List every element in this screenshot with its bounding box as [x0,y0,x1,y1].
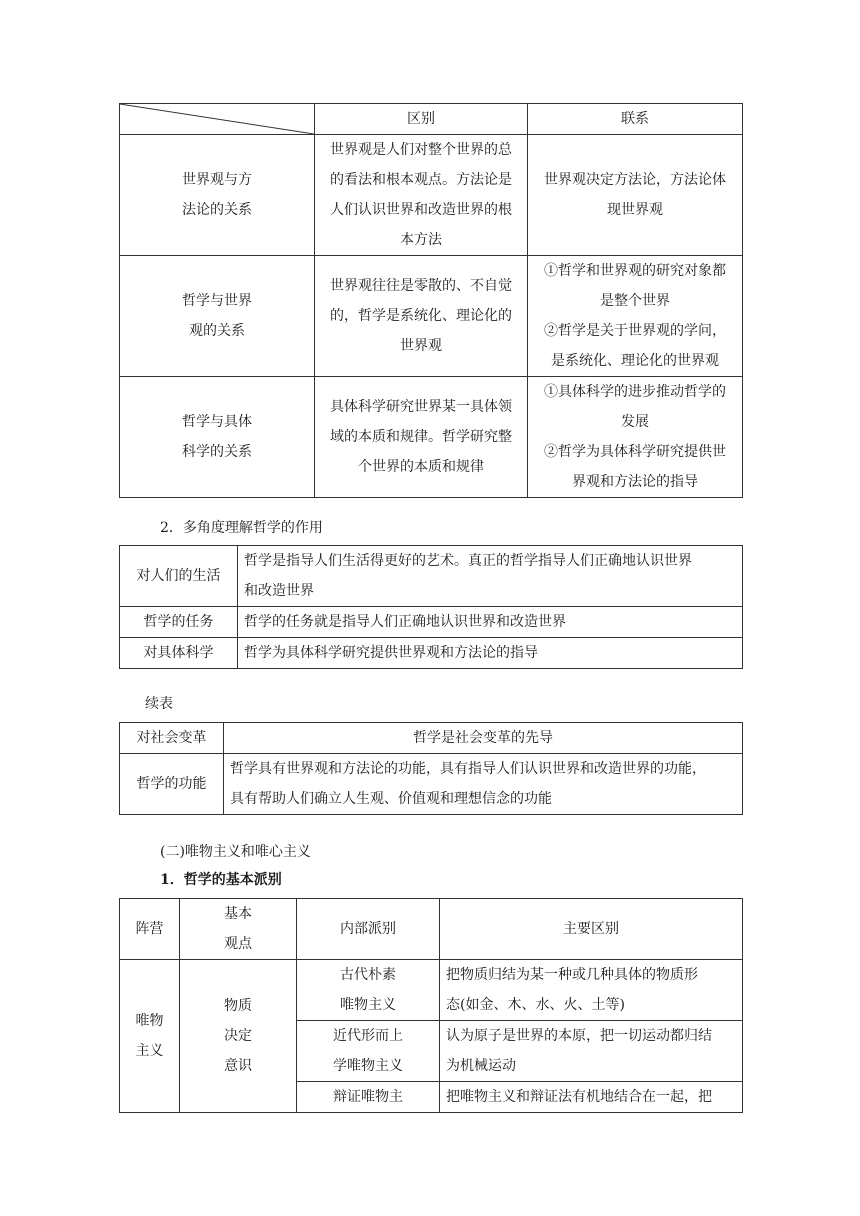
internal-school-cell: 古代朴素 唯物主义 [297,960,440,1021]
row-label: 对人们的生活 [120,546,238,607]
column-header-camp: 阵营 [120,899,180,960]
row-text: 哲学是指导人们生活得更好的艺术。真正的哲学指导人们正确地认识世界 和改造世界 [238,546,743,607]
row-label: 哲学与世界 观的关系 [120,256,315,377]
row-text: 哲学具有世界观和方法论的功能，具有指导人们认识世界和改造世界的功能， 具有帮助人们确立人生观、价值观和理想信念的功能 [224,754,743,815]
connection-cell: ①具体科学的进步推动哲学的 发展 ②哲学为具体科学研究提供世 界观和方法论的指导 [528,377,743,498]
row-label: 哲学的功能 [120,754,224,815]
row-label: 对社会变革 [120,723,224,754]
column-header-difference: 区别 [315,104,528,135]
diagonal-line [120,104,314,134]
section-title: (二)唯物主义和唯心主义 [160,844,311,860]
row-text: 哲学的任务就是指导人们正确地认识世界和改造世界 [238,607,743,638]
basic-view-cell: 物质 决定 意识 [180,960,297,1113]
column-header-main-difference: 主要区别 [440,899,743,960]
difference-cell: 世界观往往是零散的、不自觉 的，哲学是系统化、理论化的 世界观 [315,256,528,377]
column-header-basic-view: 基本 观点 [180,899,297,960]
internal-school-cell: 近代形而上 学唯物主义 [297,1021,440,1082]
relationship-table [119,103,743,498]
main-difference-cell: 认为原子是世界的本原，把一切运动都归结 为机械运动 [440,1021,743,1082]
column-header-connection: 联系 [528,104,743,135]
role-table [119,545,743,669]
row-label: 世界观与方 法论的关系 [120,135,315,256]
role-table-continued [119,722,743,815]
connection-cell: 世界观决定方法论，方法论体 现世界观 [528,135,743,256]
camp-cell: 唯物 主义 [120,960,180,1113]
row-label: 哲学的任务 [120,607,238,638]
row-label: 对具体科学 [120,638,238,669]
row-label: 哲学与具体 科学的关系 [120,377,315,498]
section-heading: 2．多角度理解哲学的作用 [160,520,323,536]
internal-school-cell: 辩证唯物主 [297,1082,440,1113]
main-difference-cell: 把唯物主义和辩证法有机地结合在一起，把 [440,1082,743,1113]
diagonal-header-cell [120,104,315,135]
philosophy-schools-table [119,898,743,1113]
row-text: 哲学为具体科学研究提供世界观和方法论的指导 [238,638,743,669]
column-header-internal-school: 内部派别 [297,899,440,960]
continued-label: 续表 [145,696,173,712]
difference-cell: 具体科学研究世界某一具体领 域的本质和规律。哲学研究整 个世界的本质和规律 [315,377,528,498]
difference-cell: 世界观是人们对整个世界的总 的看法和根本观点。方法论是 人们认识世界和改造世界的根 本方法 [315,135,528,256]
main-difference-cell: 把物质归结为某一种或几种具体的物质形 态(如金、木、水、火、土等) [440,960,743,1021]
row-text: 哲学是社会变革的先导 [224,723,743,754]
connection-cell: ①哲学和世界观的研究对象都 是整个世界 ②哲学是关于世界观的学问， 是系统化、理论化的世界观 [528,256,743,377]
section-heading: 1．哲学的基本派别 [160,872,282,888]
